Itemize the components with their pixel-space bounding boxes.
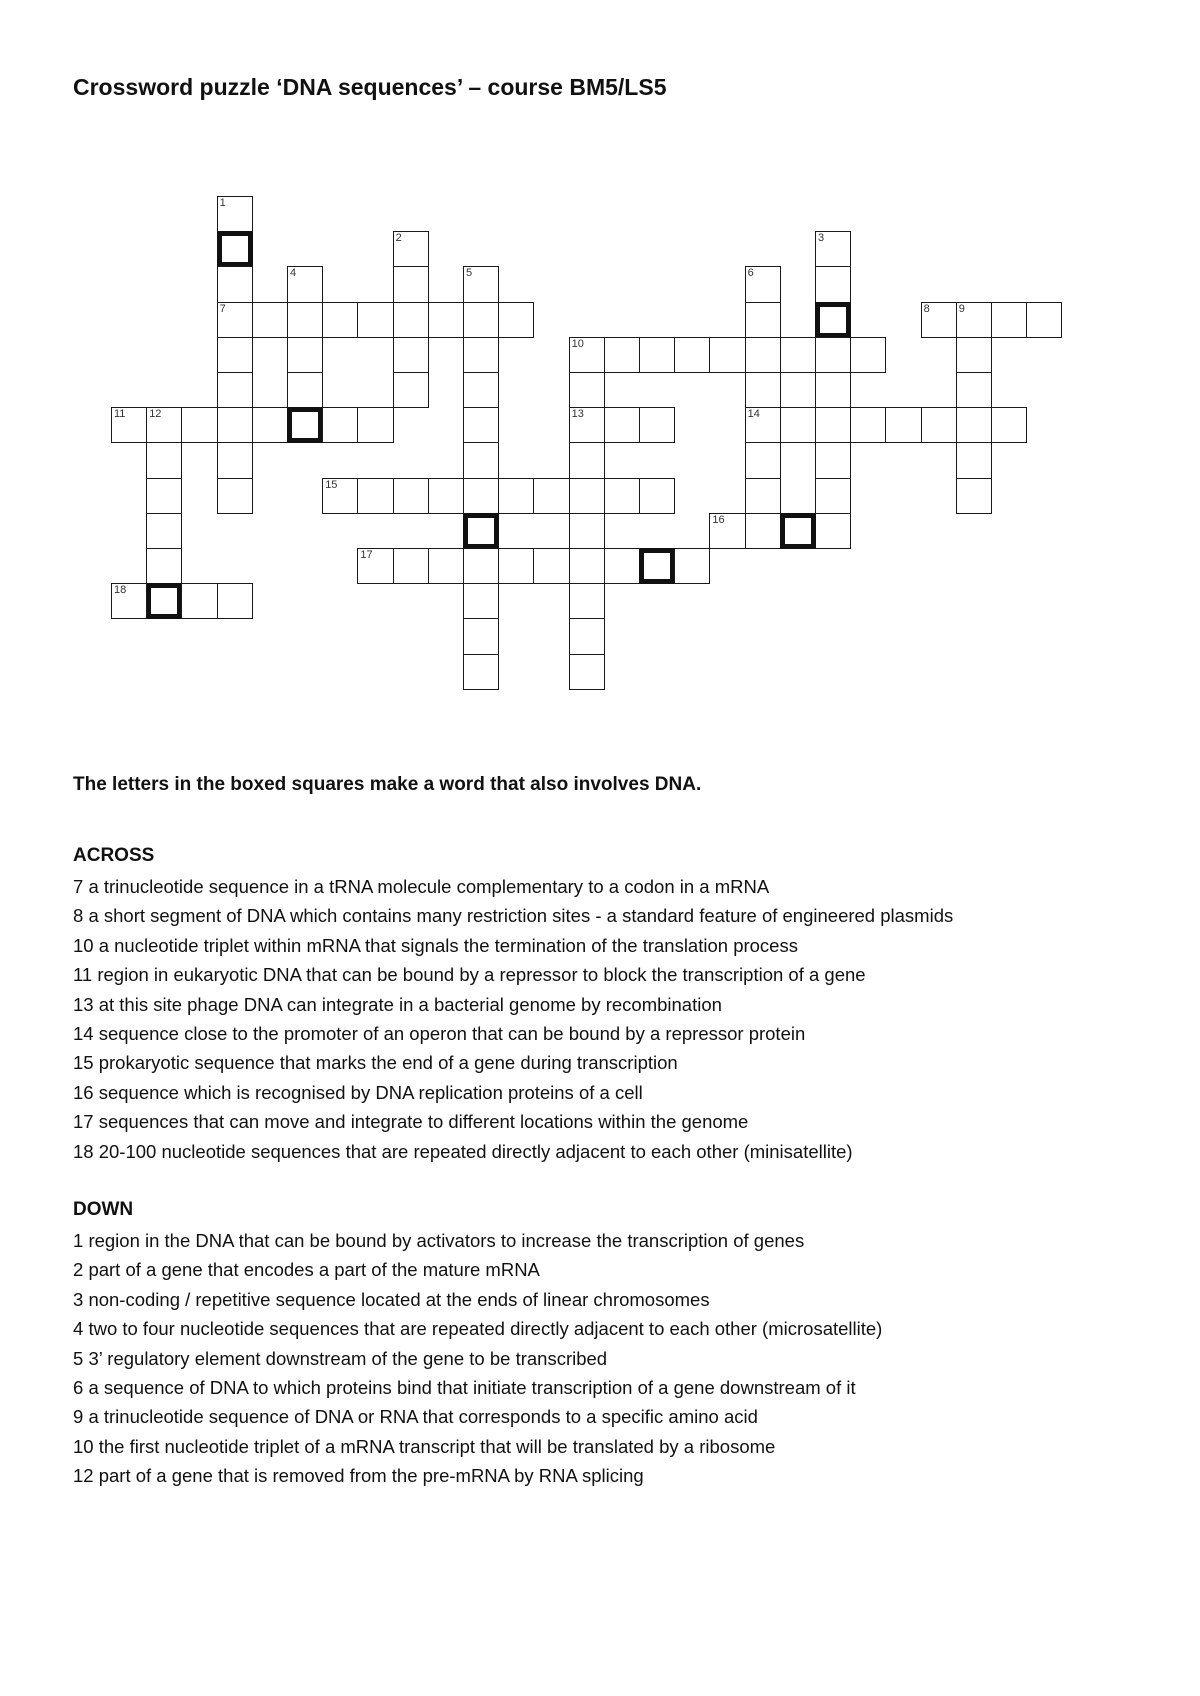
grid-cell[interactable] [815,231,851,267]
across-heading: ACROSS [73,845,155,866]
grid-cell[interactable] [111,407,147,443]
grid-cell[interactable] [217,302,253,338]
grid-cell[interactable] [745,266,781,302]
grid-cell[interactable] [357,478,393,514]
down-clue: 9 a trinucleotide sequence of DNA or RNA that corresponds to a specific amino acid [73,1406,758,1428]
grid-cell[interactable] [217,337,253,373]
grid-cell[interactable] [217,478,253,514]
grid-cell[interactable] [498,302,534,338]
grid-cell[interactable] [1026,302,1062,338]
grid-cell[interactable] [674,337,710,373]
grid-cell[interactable] [709,513,745,549]
grid-cell[interactable] [639,407,675,443]
down-heading: DOWN [73,1199,134,1220]
grid-cell[interactable] [885,407,921,443]
grid-cell[interactable] [604,548,640,584]
grid-cell[interactable] [921,302,957,338]
grid-cell[interactable] [463,442,499,478]
grid-cell[interactable] [393,372,429,408]
grid-cell[interactable] [498,548,534,584]
grid-cell[interactable] [956,478,992,514]
grid-cell[interactable] [428,478,464,514]
grid-cell[interactable] [815,442,851,478]
grid-cell[interactable] [956,302,992,338]
grid-cell[interactable] [287,302,323,338]
clue-number: 15 [325,478,338,491]
across-clue: 7 a trinucleotide sequence in a tRNA molecule complementary to a codon in a mRNA [73,876,770,897]
grid-cell[interactable] [217,266,253,302]
grid-cell[interactable] [111,583,147,619]
grid-cell[interactable] [533,478,569,514]
grid-cell[interactable] [146,478,182,514]
clue-number: 12 [149,408,162,421]
grid-cell[interactable] [780,337,816,373]
grid-cell[interactable] [393,266,429,302]
grid-cell[interactable] [463,407,499,443]
grid-cell[interactable] [357,407,393,443]
grid-cell[interactable] [217,583,253,619]
clue-number: 7 [219,302,226,315]
clue-number: 18 [114,584,127,597]
grid-cell[interactable] [428,302,464,338]
grid-cell[interactable] [181,407,217,443]
grid-cell[interactable] [815,513,851,549]
grid-cell[interactable] [146,548,182,584]
grid-cell[interactable] [428,548,464,584]
across-clue: 14 sequence close to the promoter of an operon that can be bound by a repressor protein [73,1022,806,1044]
grid-cell[interactable] [850,337,886,373]
grid-cell[interactable] [780,407,816,443]
grid-cell[interactable] [815,337,851,373]
clue-number: 14 [747,408,760,421]
across-clue: 11 region in eukaryotic DNA that can be bound by a repressor to block the transcription of a gene [73,964,866,986]
grid-cell[interactable] [181,583,217,619]
grid-cell[interactable] [146,513,182,549]
grid-cell[interactable] [956,372,992,408]
grid-cell[interactable] [639,478,675,514]
grid-cell[interactable] [322,407,358,443]
clue-number: 6 [747,267,754,280]
instruction-text: The letters in the boxed squares make a word that also involves DNA. [73,774,702,795]
across-clue: 18 20-100 nucleotide sequences that are repeated directly adjacent to each other (minisatellite) [73,1140,853,1162]
boxed-grid-cell[interactable] [780,513,816,549]
across-clue: 15 prokaryotic sequence that marks the end of a gene during transcription [73,1052,678,1074]
boxed-grid-cell[interactable] [463,513,499,549]
grid-cell[interactable] [745,337,781,373]
grid-cell[interactable] [569,513,605,549]
clue-number: 9 [958,302,965,315]
grid-cell[interactable] [956,407,992,443]
clue-number: 8 [923,302,930,315]
grid-cell[interactable] [146,442,182,478]
down-clue: 4 two to four nucleotide sequences that are repeated directly adjacent to each other (microsatellite) [73,1318,883,1340]
across-clue: 8 a short segment of DNA which contains many restriction sites - a standard feature of engineered plasmids [73,905,954,927]
grid-cell[interactable] [463,618,499,654]
grid-cell[interactable] [850,407,886,443]
grid-cell[interactable] [815,266,851,302]
grid-cell[interactable] [569,442,605,478]
grid-cell[interactable] [921,407,957,443]
grid-cell[interactable] [463,266,499,302]
grid-cell[interactable] [569,337,605,373]
clue-number: 16 [712,513,725,526]
grid-cell[interactable] [745,372,781,408]
down-clue: 10 the first nucleotide triplet of a mRNA transcript that will be translated by a ribosome [73,1435,776,1457]
grid-cell[interactable] [463,548,499,584]
down-clue-list [73,1226,882,1491]
grid-cell[interactable] [393,231,429,267]
grid-cell[interactable] [569,407,605,443]
grid-cell[interactable] [322,478,358,514]
grid-cell[interactable] [393,337,429,373]
grid-cell[interactable] [815,478,851,514]
grid-cell[interactable] [815,372,851,408]
down-clue: 3 non-coding / repetitive sequence located at the ends of linear chromosomes [73,1288,710,1310]
crossword-grid [111,196,1026,691]
grid-cell[interactable] [393,548,429,584]
grid-cell[interactable] [569,618,605,654]
clue-number: 2 [395,232,402,245]
down-clue: 6 a sequence of DNA to which proteins bind that initiate transcription of a gene downstream of it [73,1376,856,1398]
grid-cell[interactable] [639,337,675,373]
grid-cell[interactable] [956,337,992,373]
grid-cell[interactable] [217,407,253,443]
clue-number: 17 [360,549,373,561]
grid-cell[interactable] [357,548,393,584]
grid-cell[interactable] [569,478,605,514]
grid-cell[interactable] [463,583,499,619]
boxed-grid-cell[interactable] [815,302,851,338]
boxed-grid-cell[interactable] [146,583,182,619]
grid-cell[interactable] [357,302,393,338]
grid-cell[interactable] [463,337,499,373]
grid-cell[interactable] [569,372,605,408]
across-clue: 10 a nucleotide triplet within mRNA that signals the termination of the translation process [73,934,798,956]
grid-cell[interactable] [217,372,253,408]
across-clue: 17 sequences that can move and integrate to different locations within the genome [73,1111,749,1133]
grid-cell[interactable] [287,266,323,302]
clue-number: 3 [818,232,825,245]
grid-cell[interactable] [956,442,992,478]
grid-cell[interactable] [815,407,851,443]
clue-number: 10 [571,337,584,350]
grid-cell[interactable] [569,548,605,584]
grid-cell[interactable] [393,302,429,338]
grid-cell[interactable] [533,548,569,584]
grid-cell[interactable] [709,337,745,373]
clue-number: 1 [219,197,226,209]
grid-cell[interactable] [674,548,710,584]
clue-number: 11 [114,408,126,421]
grid-cell[interactable] [252,407,288,443]
grid-cell[interactable] [604,478,640,514]
grid-cell[interactable] [991,407,1027,443]
boxed-grid-cell[interactable] [217,231,253,267]
grid-cell[interactable] [991,302,1027,338]
grid-cell[interactable] [463,654,499,690]
across-clue: 16 sequence which is recognised by DNA replication proteins of a cell [73,1081,643,1103]
across-clue-list [73,872,953,1166]
grid-cell[interactable] [287,337,323,373]
grid-cell[interactable] [146,407,182,443]
down-clue: 1 region in the DNA that can be bound by activators to increase the transcription of genes [73,1230,805,1251]
grid-cell[interactable] [745,442,781,478]
page-title: Crossword puzzle ‘DNA sequences’ – course BM5/LS5 [73,74,667,100]
clue-number: 13 [571,408,584,421]
grid-cell[interactable] [569,654,605,690]
grid-cell[interactable] [745,513,781,549]
down-clue: 5 3’ regulatory element downstream of the gene to be transcribed [73,1347,608,1369]
across-clue: 13 at this site phage DNA can integrate in a bacterial genome by recombination [73,993,722,1015]
grid-cell[interactable] [745,302,781,338]
down-clue: 2 part of a gene that encodes a part of the mature mRNA [73,1259,540,1281]
grid-cell[interactable] [498,478,534,514]
grid-cell[interactable] [393,478,429,514]
grid-cell[interactable] [604,337,640,373]
grid-cell[interactable] [322,302,358,338]
grid-cell[interactable] [463,478,499,514]
grid-cell[interactable] [463,302,499,338]
grid-cell[interactable] [569,583,605,619]
down-clue: 12 part of a gene that is removed from the pre-mRNA by RNA splicing [73,1465,644,1487]
grid-cell[interactable] [604,407,640,443]
grid-cell[interactable] [745,407,781,443]
clue-number: 5 [466,267,473,280]
grid-cell[interactable] [252,302,288,338]
grid-cell[interactable] [463,372,499,408]
boxed-grid-cell[interactable] [639,548,675,584]
grid-cell[interactable] [745,478,781,514]
boxed-grid-cell[interactable] [287,407,323,443]
grid-cell[interactable] [217,442,253,478]
grid-cell[interactable] [287,372,323,408]
clue-number: 4 [290,267,297,280]
grid-cell[interactable] [217,196,253,232]
